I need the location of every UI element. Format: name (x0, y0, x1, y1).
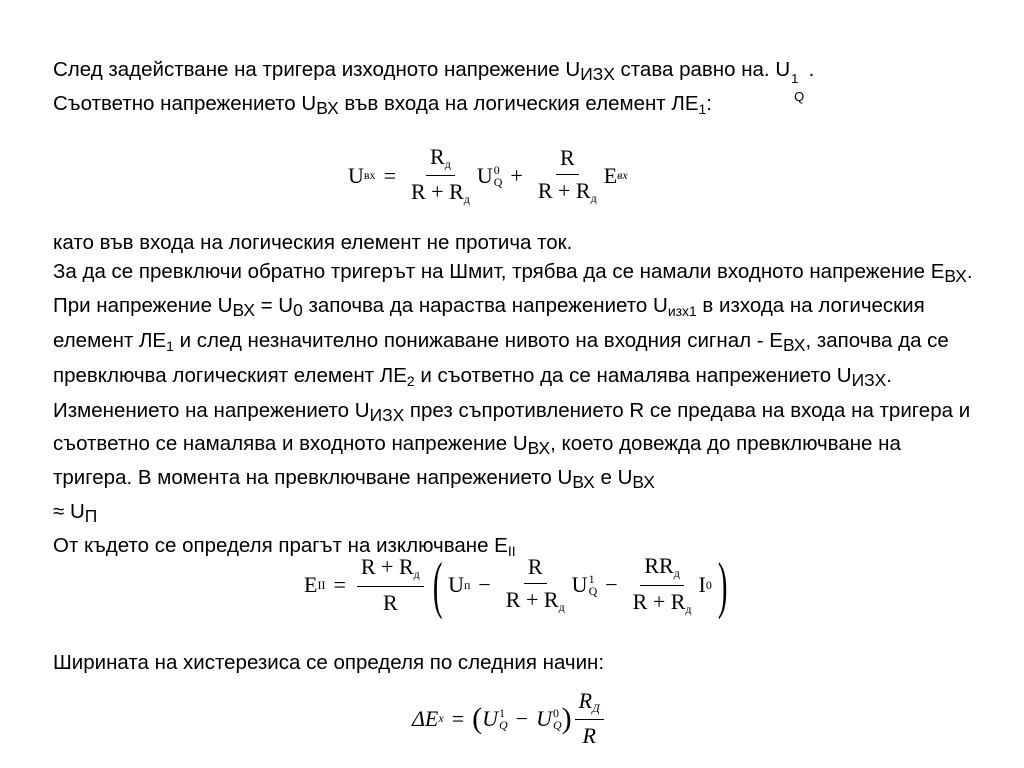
text: За да се превключи обратно тригерът на Шмит, трябва да се намали входното напрежение E (53, 260, 945, 283)
denominator (534, 175, 601, 206)
numerator (575, 688, 604, 720)
text: , започва да се превключва логическият елемент ЛЕ (53, 328, 949, 387)
text: и след незначително понижаване нивото на входния сигнал - E (173, 328, 783, 352)
symbol: R (559, 145, 575, 171)
subscript: ВХ (572, 471, 595, 492)
subscript: ВХ (527, 438, 551, 459)
operator: = (383, 162, 396, 188)
subscript: д (444, 157, 451, 172)
operator: = (333, 572, 346, 597)
denominator (629, 586, 696, 617)
symbol: R + R (360, 554, 414, 580)
subscript: 0 (705, 577, 712, 592)
symbol: U (448, 572, 464, 597)
right-paren: ) (717, 549, 728, 620)
text: става равно на. U (614, 58, 791, 81)
numerator (524, 554, 547, 584)
subscript: вх (363, 168, 376, 183)
subscript: вх (617, 168, 628, 183)
text: и съответно да се намалява напрежението U (414, 363, 852, 387)
subscript: П (84, 505, 98, 526)
superscript: 1 (791, 71, 799, 86)
subscript: д (413, 567, 420, 582)
superscript: 1 (499, 705, 505, 720)
symbol: R (582, 723, 596, 749)
symbol: R (430, 144, 445, 169)
subscript: 1 (166, 337, 174, 354)
subscript: ВХ (316, 97, 339, 118)
symbol: R + R (505, 587, 559, 613)
text: Ширината на хистерезиса се определя по следния начин: (53, 651, 605, 674)
text: = U (254, 293, 294, 317)
text: : (706, 91, 712, 115)
formula-threshold (304, 549, 733, 620)
numerator (556, 145, 579, 175)
superscript: 0 (493, 162, 500, 177)
subscript: д (673, 566, 680, 581)
subscript: ИЗХ (851, 369, 887, 390)
denominator (407, 176, 474, 207)
subscript: x (438, 711, 444, 726)
text: започва да нараства напрежението U (302, 293, 668, 317)
subscript: ИЗХ (580, 63, 615, 84)
subscript: ИЗХ (369, 404, 405, 425)
formula-u-input (348, 144, 628, 207)
operator: + (510, 162, 523, 188)
numerator (426, 144, 455, 176)
text: От където се определя прагът на изключване E (53, 533, 508, 557)
operator: − (605, 572, 618, 597)
denominator (578, 720, 599, 749)
paragraph-main (53, 228, 983, 566)
symbol: U (571, 572, 588, 597)
text: е U (594, 466, 633, 490)
superscript: 0 (552, 705, 559, 720)
subscript: Q (794, 89, 805, 104)
sup-sub-stack (553, 707, 562, 731)
subscript: ВХ (232, 299, 255, 320)
subscript: Q (493, 174, 503, 189)
paragraph-intro (53, 55, 983, 124)
text: във входа на логическия елемент ЛЕ (338, 91, 699, 115)
text: през съпротивлението R се предава на входа на тригера и съответно се намалява и входното напрежение U (53, 398, 971, 456)
text: като във входа на логическия елемент не протича ток. (53, 231, 573, 254)
sup-sub-stack (499, 707, 508, 731)
symbol: R + R (632, 588, 686, 614)
subscript: п (463, 577, 471, 592)
symbol: E (603, 162, 618, 188)
numerator (640, 553, 683, 585)
subscript: II (317, 577, 326, 592)
symbol: R + R (410, 179, 464, 205)
symbol: R (527, 554, 543, 580)
subscript: Q (499, 717, 508, 732)
symbol: ΔE (412, 705, 439, 731)
text: . (808, 58, 815, 81)
text: ≈ U (53, 499, 85, 523)
symbol: R (382, 589, 398, 615)
denominator (379, 587, 402, 616)
fraction (357, 554, 424, 615)
symbol: U (536, 705, 552, 731)
subscript: 1 (698, 100, 707, 117)
subscript: ВХ (782, 334, 806, 355)
symbol: U (482, 705, 498, 731)
fraction (407, 144, 474, 207)
symbol: U (348, 162, 364, 188)
subscript: д (685, 601, 692, 616)
subscript: изх1 (667, 302, 697, 319)
subscript: Q (588, 584, 598, 598)
text: . При напрежение U (53, 260, 973, 317)
denominator (502, 584, 569, 615)
operator: − (515, 705, 529, 731)
text: След задействане на тригера изходното напрежение U (53, 58, 581, 81)
fraction (502, 554, 569, 615)
fraction (629, 553, 696, 616)
subscript: Д (592, 701, 600, 716)
operator: − (478, 572, 491, 597)
operator: = (451, 705, 465, 731)
formula-hysteresis (412, 688, 607, 749)
subscript: д (463, 192, 470, 207)
paragraph-hysteresis (53, 648, 983, 677)
sup-sub-stack (589, 573, 598, 597)
text: . Изменението на напрежението U (53, 363, 892, 422)
symbol: U (476, 162, 493, 188)
subscript: 2 (406, 372, 415, 389)
symbol: E (304, 572, 318, 597)
symbol: R (578, 688, 593, 713)
subscript: ВХ (632, 471, 655, 492)
text: Съответно напрежението U (53, 91, 317, 115)
left-paren: ( (432, 549, 443, 620)
fraction (575, 688, 604, 749)
superscript: 1 (588, 572, 595, 586)
text: в изхода на логическия елемент ЛЕ (53, 293, 925, 352)
right-paren: ) (561, 701, 572, 735)
symbol: RR (644, 553, 674, 579)
sup-sub-stack (494, 164, 503, 188)
text: , което довежда до превключване на тригера. В момента на превключване напрежението U (53, 432, 901, 490)
subscript: д (590, 191, 597, 206)
symbol: I (698, 572, 706, 597)
subscript: 0 (293, 299, 303, 320)
subscript: II (507, 542, 516, 559)
subscript: Q (552, 717, 562, 732)
subscript: д (558, 600, 565, 615)
numerator (357, 554, 424, 586)
fraction (534, 145, 601, 206)
subscript: ВХ (944, 265, 967, 286)
left-paren: ( (472, 701, 483, 735)
symbol: R + R (537, 178, 591, 204)
